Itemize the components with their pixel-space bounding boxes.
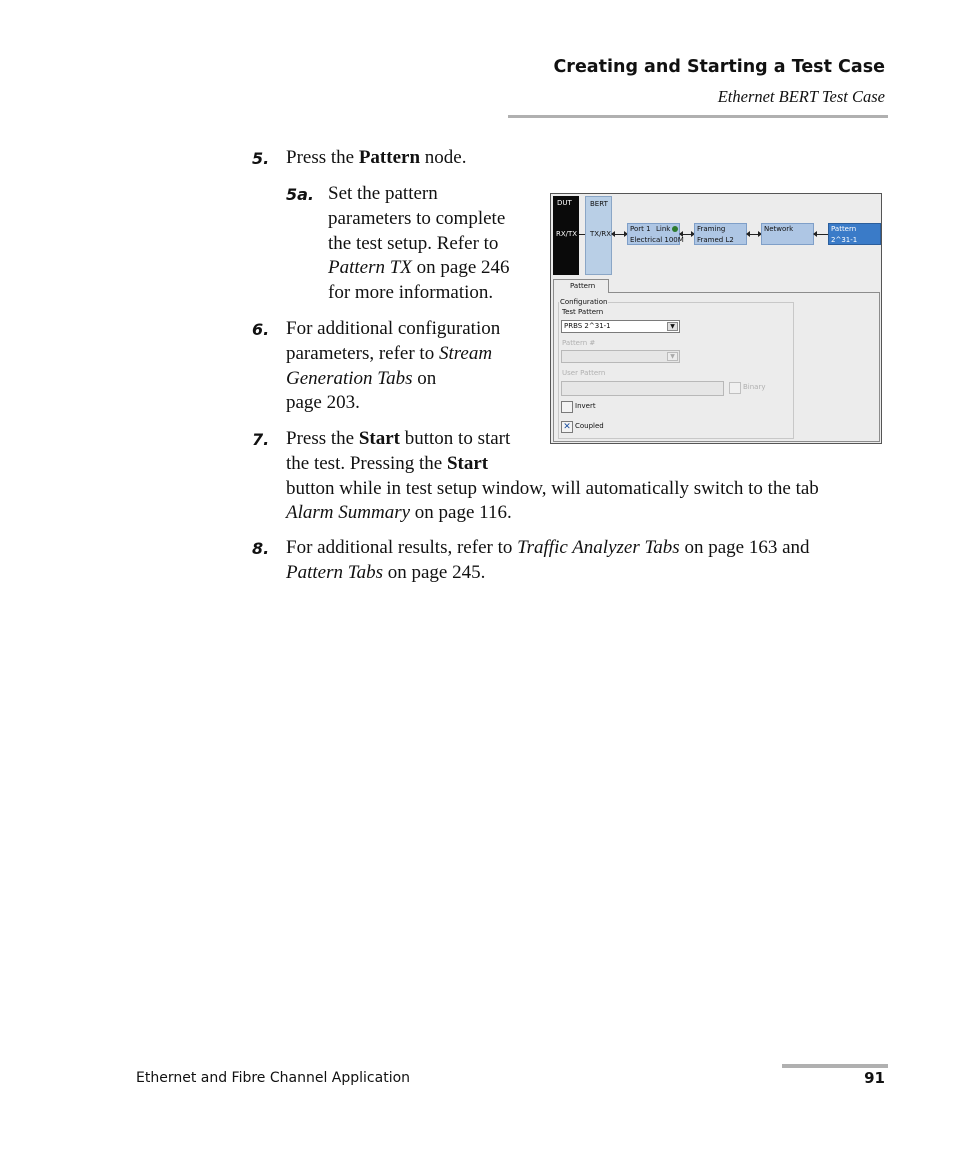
test-pattern-dropdown[interactable]: PRBS 2^31-1 ▼ bbox=[561, 320, 680, 333]
footer-book-title: Ethernet and Fibre Channel Application bbox=[136, 1070, 411, 1086]
step-7-number: 7. bbox=[252, 430, 270, 449]
stream-link-part1[interactable]: Stream bbox=[438, 342, 493, 364]
connector bbox=[747, 234, 761, 235]
user-pattern-input[interactable] bbox=[561, 381, 724, 396]
port-node[interactable]: Port 1 Link Electrical 100M bbox=[627, 223, 680, 245]
configuration-group-label: Configuration bbox=[560, 298, 608, 306]
step-5a-number: 5a. bbox=[286, 185, 315, 204]
page-header-title: Creating and Starting a Test Case bbox=[553, 57, 885, 77]
binary-label: Binary bbox=[743, 383, 766, 391]
step-8-text: For additional results, refer to Traffic Analyzer Tabs on page 163 and Pattern Tabs on page 245. bbox=[286, 537, 810, 583]
invert-label: Invert bbox=[575, 402, 596, 410]
page-number: 91 bbox=[864, 1069, 885, 1087]
test-setup-screenshot bbox=[550, 193, 882, 444]
test-pattern-label: Test Pattern bbox=[562, 308, 604, 316]
coupled-checkbox[interactable] bbox=[561, 421, 573, 433]
coupled-label: Coupled bbox=[575, 422, 604, 430]
dut-block[interactable]: DUT RX/TX bbox=[553, 196, 579, 275]
header-divider bbox=[508, 115, 888, 118]
footer-divider bbox=[782, 1064, 888, 1068]
binary-checkbox[interactable] bbox=[729, 382, 741, 394]
pattern-tabs-link[interactable]: Pattern Tabs bbox=[286, 561, 383, 583]
link-status-led-icon bbox=[672, 226, 678, 232]
bert-block[interactable]: BERT TX/RX bbox=[585, 196, 612, 275]
pattern-number-label: Pattern # bbox=[562, 339, 596, 347]
pattern-number-dropdown[interactable] bbox=[561, 350, 680, 363]
pattern-term: Pattern bbox=[358, 147, 421, 168]
framing-node[interactable]: Framing Framed L2 bbox=[694, 223, 747, 245]
connector bbox=[612, 234, 627, 235]
step-6-number: 6. bbox=[252, 320, 270, 339]
network-node[interactable]: Network bbox=[761, 223, 814, 245]
pattern-tx-link[interactable]: Pattern TX bbox=[328, 257, 412, 279]
invert-checkbox[interactable] bbox=[561, 401, 573, 413]
page-header-subtitle: Ethernet BERT Test Case bbox=[717, 87, 885, 106]
traffic-analyzer-link[interactable]: Traffic Analyzer Tabs bbox=[517, 537, 680, 558]
step-5-number: 5. bbox=[252, 149, 270, 168]
step-5-text: Press the Pattern node. bbox=[286, 147, 467, 168]
chevron-down-icon[interactable]: ▼ bbox=[667, 322, 678, 331]
step-7-text: Press the Start button to start the test. Pressing the Start button while in test setup window, will automatically switch to the tab Alarm Summary on page 116. bbox=[286, 428, 819, 524]
chevron-down-icon: ▼ bbox=[667, 352, 678, 361]
stream-link-part2[interactable]: Generation Tabs bbox=[286, 367, 413, 389]
step-8-number: 8. bbox=[252, 539, 270, 558]
connector bbox=[814, 234, 828, 235]
pattern-node[interactable]: Pattern 2^31-1 bbox=[828, 223, 881, 245]
alarm-summary-link[interactable]: Alarm Summary bbox=[286, 502, 411, 524]
tab-pattern[interactable]: Pattern bbox=[553, 279, 609, 293]
user-pattern-label: User Pattern bbox=[562, 369, 606, 377]
connector bbox=[680, 234, 694, 235]
step-6-text: For additional configuration parameters, refer to Stream Generation Tabs on page 203. bbox=[286, 318, 501, 414]
step-5a-text: Set the pattern parameters to complete the test setup. Refer to Pattern TX on page 246 for more information. bbox=[328, 183, 510, 304]
checkmark-icon: ✕ bbox=[563, 422, 571, 432]
